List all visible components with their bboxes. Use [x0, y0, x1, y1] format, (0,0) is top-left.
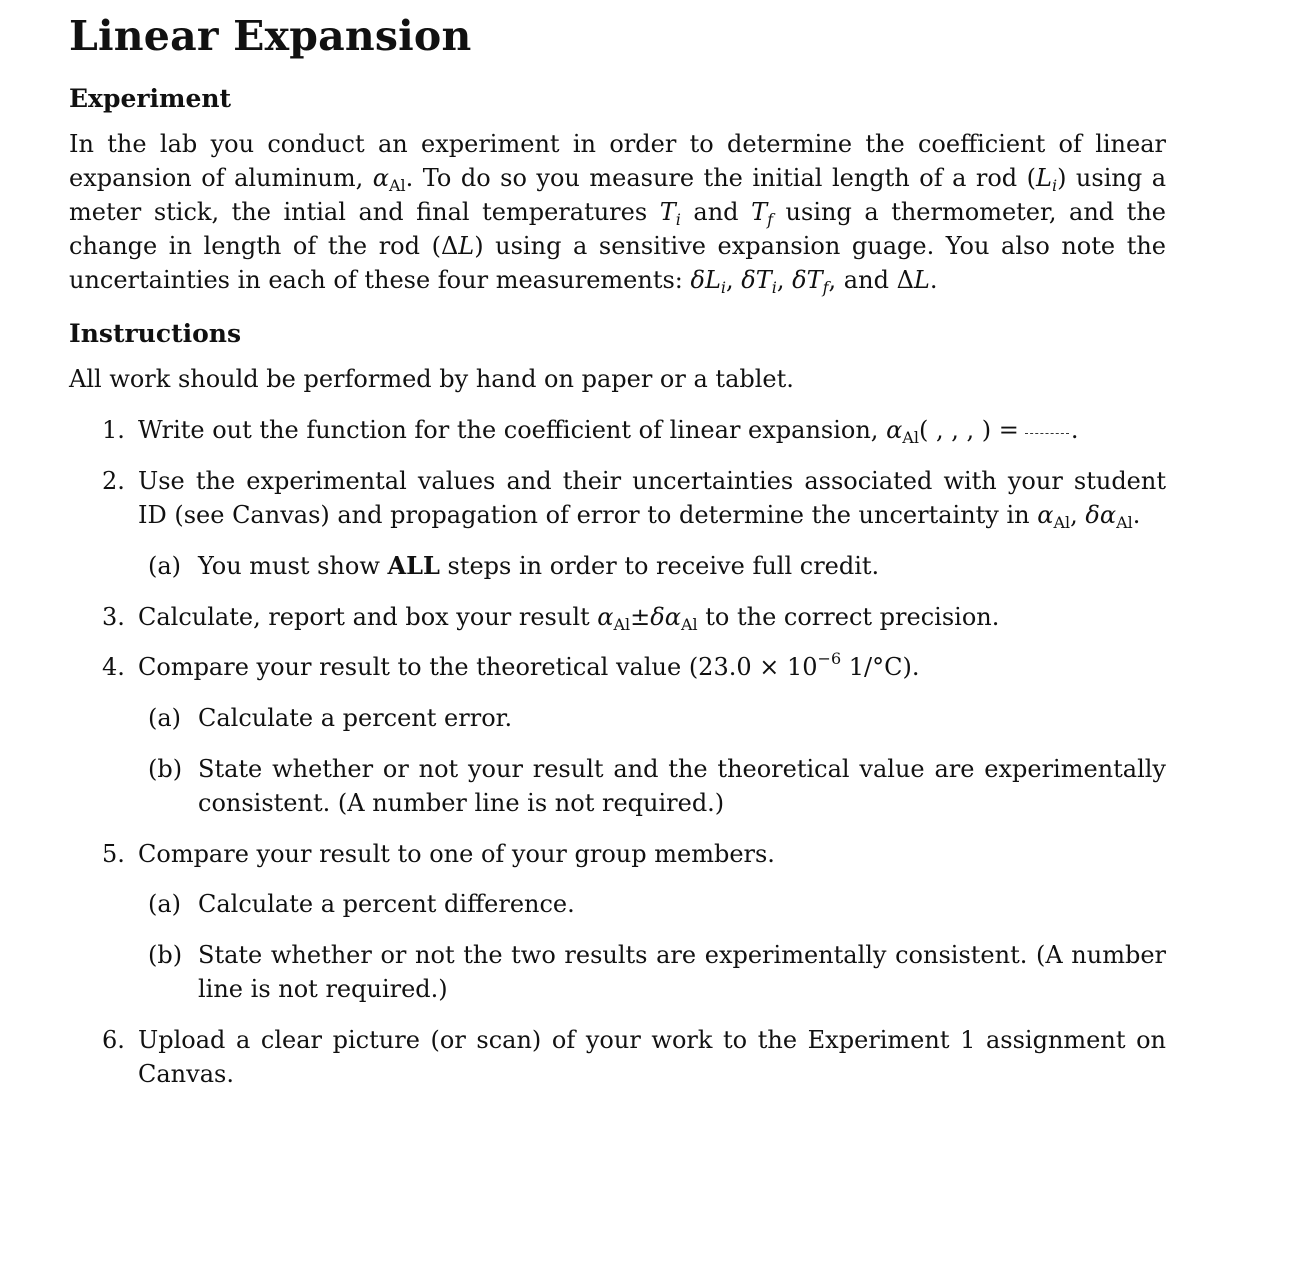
uncertainty-initial-length-symbol: $\delta L_i$: [690, 266, 727, 297]
theoretical-value: (23.0 × 10: [688, 653, 818, 681]
uncertainty-final-temperature-symbol: $\delta T_f$: [792, 266, 829, 297]
instruction-text: Write out the function for the coefficient of linear expansion,: [138, 416, 887, 444]
instruction-text: Compare your result to one of your group members.: [138, 840, 775, 868]
function-arguments: ( , , , ) =: [918, 416, 1019, 444]
subinstruction-number: (a): [148, 552, 182, 580]
initial-length-symbol: $L_i$: [1036, 164, 1058, 195]
instruction-text-end: .: [1132, 501, 1141, 529]
experiment-text-and: and: [680, 198, 752, 226]
initial-temperature-symbol: $T_i$: [659, 198, 681, 229]
uncertainty-alpha-al-result-symbol: $\delta\alpha_{Al}$: [650, 603, 698, 634]
experiment-text-after-initial-length: ) using a meter stick, the intial and final temperatures: [69, 164, 1166, 226]
uncertainty-initial-temperature-symbol: $\delta T_i$: [741, 266, 777, 297]
uncertainty-delta-length-symbol: ΔL: [896, 266, 930, 294]
experiment-text-start: In the lab you conduct an experiment in order to determine the coefficient of linear expansion of aluminum,: [69, 130, 1166, 192]
instruction-item-6: [102, 1023, 1166, 1091]
alpha-al-symbol: $\alpha_{Al}$: [1037, 501, 1071, 532]
subinstruction-text: Calculate a percent difference.: [198, 890, 575, 918]
instruction-text: Upload a clear picture (or scan) of your work to the Experiment 1 assignment on Canvas.: [138, 1026, 1166, 1088]
experiment-text-after-delta-length: ) using a sensitive expansion guage. You also note the uncertainties in each of these four measurements:: [69, 232, 1166, 294]
subinstruction-number: (a): [148, 704, 182, 732]
instruction-number: 2.: [102, 467, 125, 495]
experiment-description: [69, 127, 1166, 297]
experiment-text-end: .: [929, 266, 938, 294]
instruction-number: 1.: [102, 416, 125, 444]
instruction-text: Use the experimental values and their uncertainties associated with your student ID (see Canvas) and propagation of error to determine the uncertainty in: [138, 467, 1166, 529]
instruction-text-end: .: [1070, 416, 1079, 444]
instruction-item-5b: [148, 938, 1166, 1006]
instruction-number: 5.: [102, 840, 125, 868]
experiment-text-after-final-temperature: using a thermometer, and the change in length of the rod (: [69, 198, 1166, 260]
instruction-item-5a: [148, 887, 1166, 921]
instructions-heading: Instructions: [69, 319, 242, 348]
instruction-separator: ,: [1070, 501, 1086, 529]
instruction-item-2a: [148, 549, 1166, 583]
subinstruction-number: (b): [148, 941, 183, 969]
instruction-item-5: [102, 837, 1166, 871]
uncertainty-separator-3: , and: [828, 266, 897, 294]
alpha-al-result-symbol: $\alpha_{Al}$: [597, 603, 631, 634]
uncertainty-alpha-al-symbol: $\delta\alpha_{Al}$: [1085, 501, 1133, 532]
all-emphasis: ALL: [387, 551, 440, 580]
instruction-item-4b: [148, 752, 1166, 820]
subinstruction-text: State whether or not the two results are experimentally consistent. (A number line is not required.): [198, 941, 1166, 1003]
uncertainty-separator-1: ,: [726, 266, 742, 294]
instruction-item-4a: [148, 701, 1166, 735]
instruction-item-3: [102, 600, 1166, 634]
theoretical-exponent: −6: [817, 649, 842, 668]
instruction-text-end: to the correct precision.: [697, 603, 1000, 631]
instruction-number: 4.: [102, 653, 125, 681]
alpha-al-symbol: $\alpha_{Al}$: [372, 164, 406, 195]
delta-length-symbol: ΔL: [440, 232, 475, 260]
instruction-text: Calculate, report and box your result: [138, 603, 598, 631]
instruction-number: 3.: [102, 603, 125, 631]
subinstruction-text: You must show: [198, 552, 388, 580]
subinstruction-number: (b): [148, 755, 183, 783]
experiment-text-after-alpha: . To do so you measure the initial length of a rod (: [405, 164, 1037, 192]
subinstruction-text: State whether or not your result and the theoretical value are experimentally consistent. (A number line is not required.): [198, 755, 1166, 817]
subinstruction-text: Calculate a percent error.: [198, 704, 513, 732]
blank-answer-line: [1025, 433, 1069, 434]
instruction-item-1: [102, 413, 1166, 447]
instruction-item-4: [102, 649, 1166, 684]
subinstruction-number: (a): [148, 890, 182, 918]
instruction-item-2: [102, 464, 1166, 532]
final-temperature-symbol: $T_f$: [751, 198, 773, 229]
alpha-al-function-symbol: $\alpha_{Al}$: [886, 416, 919, 447]
plus-minus-symbol: ±: [630, 603, 651, 631]
theoretical-unit: 1/°C).: [841, 653, 920, 681]
instruction-text: Compare your result to the theoretical value: [138, 653, 689, 681]
subinstruction-text-end: steps in order to receive full credit.: [439, 552, 880, 580]
uncertainty-separator-2: ,: [776, 266, 793, 294]
instruction-number: 6.: [102, 1026, 125, 1054]
instructions-intro: All work should be performed by hand on paper or a tablet.: [69, 365, 794, 393]
experiment-heading: Experiment: [69, 84, 232, 113]
page-title: Linear Expansion: [69, 12, 472, 60]
